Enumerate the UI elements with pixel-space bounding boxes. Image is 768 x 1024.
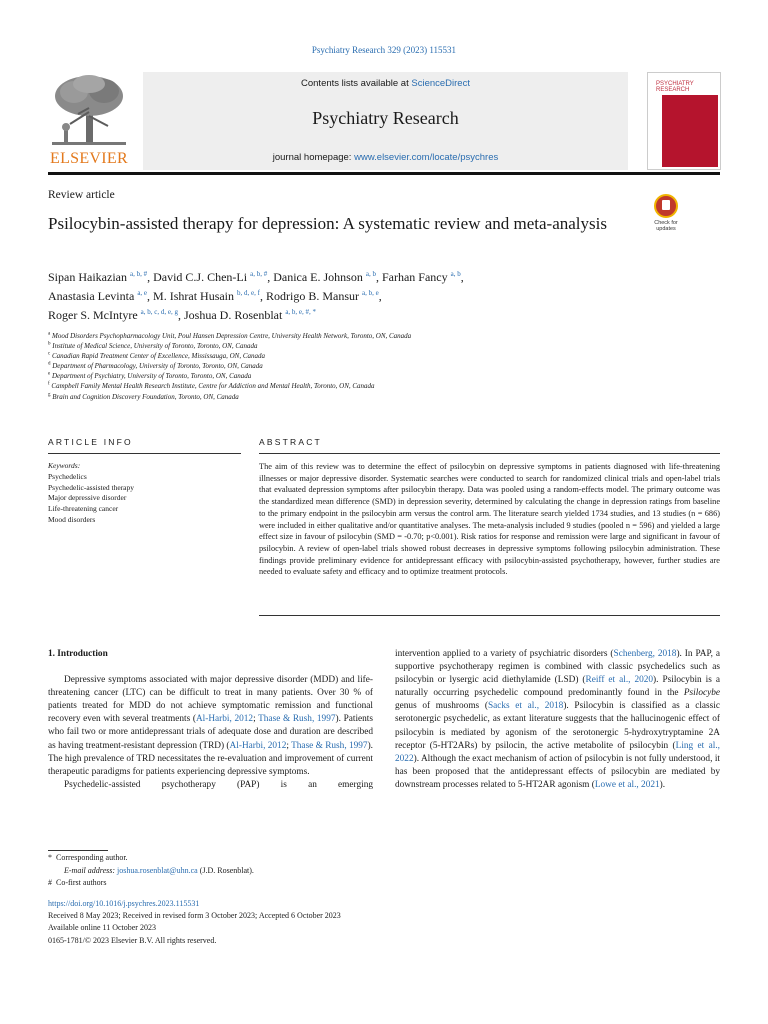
affiliation-item [48, 381, 608, 391]
affiliation-item [48, 371, 608, 381]
body-text: ; [286, 740, 292, 751]
body-text: ). Psilocybin is a naturally occurring psychedelic compound predominantly found in the [395, 675, 720, 699]
email-note [48, 865, 448, 878]
footnote-mark: # [48, 878, 52, 887]
journal-homepage-link[interactable]: www.elsevier.com/locate/psychres [354, 152, 499, 163]
section-heading-introduction: 1. Introduction [48, 649, 108, 659]
body-text: ). The high prevalence of TRD necessitates the re-evaluation and improvement of current therapeutic paradigms for patients experiencing depressive symptoms. [48, 740, 373, 777]
author-affil-marks[interactable]: a, b [365, 270, 376, 278]
affiliation-item [48, 392, 608, 402]
email-link[interactable]: joshua.rosenblat@uhn.ca [117, 865, 198, 875]
email-label: E-mail address: [64, 865, 118, 875]
citation-link[interactable]: Sacks et al., 2018 [487, 701, 564, 712]
citation-link[interactable]: Thase & Rush, 1997 [258, 714, 336, 725]
footnote-text: Co-first authors [56, 878, 107, 887]
body-column-left [48, 648, 373, 792]
author-name[interactable]: Anastasia Levinta [48, 289, 135, 303]
affiliation-key: f [48, 382, 50, 388]
affiliation-text: Department of Psychiatry, University of Toronto, Toronto, ON, Canada [51, 372, 252, 381]
journal-cover-thumbnail[interactable] [647, 72, 721, 170]
sciencedirect-link[interactable]: ScienceDirect [411, 78, 470, 89]
body-text: genus of mushrooms ( [395, 701, 488, 712]
keyword-item: Mood disorders [48, 514, 96, 524]
publication-info [48, 898, 548, 947]
doi-link[interactable]: https://doi.org/10.1016/j.psychres.2023.115531 [48, 899, 200, 908]
body-text: intervention applied to a variety of psychiatric disorders ( [395, 649, 614, 659]
author-list: Sipan Haikazian $^{a, b, \#}$, David C.J. Chen-Li $^{a, b, \#}$, Danica E. Johnson $^{a, b}$, Farhan Fancy $^{a, b}$, Anastasia Levinta $^{a, e}$, M. Ishrat Husain $^{b, d, e, f}$, Rodrigo B. Mansur $^{a, b, e}$, Roger S. McIntyre $^{a, b, c, d, e, g}$, Joshua D. Rosenblat $^{a, b, e, \#, *}$ [48, 270, 464, 322]
affiliation-text: Institute of Medical Science, University of Toronto, Toronto, ON, Canada [52, 342, 258, 351]
affiliation-text: Campbell Family Mental Health Research Institute, Centre for Addiction and Mental Health, Toronto, ON, Canada [51, 382, 375, 391]
author-name[interactable]: Roger S. McIntyre [48, 308, 138, 322]
article-info-heading: ARTICLE INFO [48, 437, 133, 447]
paper-title: Psilocybin-assisted therapy for depression: A systematic review and meta-analysis [48, 214, 607, 233]
affiliation-key: a [48, 331, 51, 337]
author-name[interactable]: David C.J. Chen-Li [153, 270, 248, 284]
author-affil-marks[interactable]: b, d, e, f [237, 289, 260, 297]
contents-prefix: Contents lists available at [301, 78, 412, 89]
body-text: ). Although the exact mechanism of action of psilocybin is not fully understood, it has been proposed that the antidepressant effects of psilocybin are mediated by downstream processes related to 5-HT2AR agonism ( [395, 753, 720, 790]
publisher-name: ELSEVIER [50, 150, 128, 167]
affiliation-key: g [48, 392, 51, 398]
body-text: ; [253, 714, 259, 725]
journal-info-panel [143, 72, 628, 170]
check-updates-label: Check for updates [654, 220, 678, 232]
affiliations [48, 331, 608, 402]
affiliation-key: d [48, 361, 51, 367]
author-affil-marks[interactable]: a, b, # [129, 270, 148, 278]
journal-reference[interactable]: Psychiatry Research 329 (2023) 115531 [311, 45, 457, 55]
available-online: Available online 11 October 2023 [48, 923, 156, 933]
abstract-text: The aim of this review was to determine the effect of psilocybin on depressive symptoms in patients diagnosed with life-threatening illnesses or major depressive disorder. Systematic searches were conducted to search for randomized clinical trials and open-label trials that evaluated depression symptoms after psilocybin therapy. Data was pooled using a random-effects model. The primary outcome was the standardized mean difference (SMD) in depression severity, determined by calculating the change in depression ratings from baseline to the primary endpoint in the psilocybin arm versus the control arm. The literature search yielded 1734 studies, and 13 studies (n = 686) were included in either qualitative and/or quantitative analyses. The meta-analysis included 9 studies (pooled n = 596) and yielded a large effect size in favour of psilocybin (SMD = -0.70; p<0.001). Risk ratios for response and remission were large and significant in favour of psilocybin. A review of open-label trials showed robust decreases in depressive symptoms following psilocybin administration. These findings provide preliminary evidence for antidepressant efficacy with psilocybin-assisted psychotherapy, however, further studies are needed to evaluate safety and efficacy and to optimize treatment protocols. [259, 462, 720, 577]
footnote-text: Corresponding author. [56, 853, 128, 862]
cover-image [662, 95, 718, 167]
keyword-item: Major depressive disorder [48, 493, 127, 503]
affiliation-key: b [48, 341, 51, 347]
elsevier-logo [48, 72, 130, 170]
affiliation-item [48, 341, 608, 351]
author-name[interactable]: Rodrigo B. Mansur [265, 289, 359, 303]
cover-title: PSYCHIATRY RESEARCH [656, 81, 694, 93]
body-text: ). In PAP, a supportive psychotherapy regimen is combined with classic psychedelics such as psilocybin or lysergic acid diethylamide (LSD) ( [395, 649, 720, 686]
check-updates-icon [654, 194, 678, 218]
elsevier-tree-icon [48, 72, 130, 150]
footnote-rule [48, 850, 108, 851]
section-rule [259, 453, 720, 454]
citation-link[interactable]: Thase & Rush, 1997 [291, 740, 368, 751]
citation-link[interactable]: Lowe et al., 2021 [594, 779, 660, 790]
header-rule [48, 172, 720, 175]
author-affil-marks[interactable]: a, b, e [361, 289, 379, 297]
body-text: ). [659, 779, 666, 790]
author-affil-marks[interactable]: a, b [450, 270, 461, 278]
affiliation-text: Brain and Cognition Discovery Foundation, Toronto, ON, Canada [52, 392, 239, 401]
check-for-updates-button[interactable] [646, 194, 686, 232]
section-rule [259, 615, 720, 616]
article-type: Review article [48, 189, 115, 201]
keyword-item: Life-threatening cancer [48, 504, 119, 514]
genus-name: Psilocybe [683, 688, 720, 699]
homepage-line [143, 152, 628, 163]
author-name[interactable]: Sipan Haikazian [48, 270, 127, 284]
author-affil-marks[interactable]: a, b, # [250, 270, 268, 278]
body-paragraph [395, 648, 720, 792]
citation-link[interactable]: Al-Harbi, 2012 [229, 740, 287, 751]
corresponding-author-note [48, 852, 448, 865]
homepage-prefix: journal homepage: [272, 152, 355, 163]
keywords-label: Keywords: [48, 461, 81, 470]
affiliation-item [48, 351, 608, 361]
affiliation-item [48, 361, 608, 371]
journal-banner [48, 72, 628, 170]
footnote-mark: * [48, 853, 52, 862]
author-name[interactable]: Joshua D. Rosenblat [183, 308, 283, 322]
co-first-note [48, 877, 448, 890]
author-name[interactable]: Farhan Fancy [381, 270, 448, 284]
copyright: 0165-1781/© 2023 Elsevier B.V. All rights reserved. [48, 935, 217, 945]
author-name[interactable]: Danica E. Johnson [273, 270, 363, 284]
footnote-text: (J.D. Rosenblat). [197, 865, 254, 875]
citation-link[interactable]: Schenberg, 2018 [613, 649, 677, 659]
citation-link[interactable]: Reiff et al., 2020 [585, 675, 654, 686]
author-affil-marks[interactable]: a, b, e, #, * [285, 308, 317, 316]
affiliation-key: e [48, 372, 51, 378]
body-paragraph [48, 674, 373, 779]
body-paragraph: Psychedelic-assisted psychotherapy (PAP) is an emerging [64, 779, 373, 790]
affiliation-key: c [48, 351, 51, 357]
citation-link[interactable]: Ling et al., 2022 [395, 740, 720, 764]
citation-link[interactable]: Al-Harbi, 2012 [195, 714, 254, 725]
journal-title: Psychiatry Research [312, 108, 459, 128]
abstract-heading: ABSTRACT [259, 437, 322, 447]
keyword-item: Psychedelics [48, 471, 87, 481]
author-name[interactable]: M. Ishrat Husain [153, 289, 235, 303]
body-text: ). Patients who fail two or more antidepressant trials of adequate dose and duration are described as having treatment-resistant depression (TRD) ( [48, 714, 374, 751]
author-affil-marks[interactable]: a, e [137, 289, 148, 297]
section-rule [48, 453, 241, 454]
affiliation-item [48, 331, 608, 341]
keyword-item: Psychedelic-assisted therapy [48, 482, 135, 492]
affiliation-text: Department of Pharmacology, University of Toronto, Toronto, ON, Canada [52, 362, 263, 371]
contents-line [143, 78, 628, 89]
body-column-right [395, 648, 720, 792]
received-dates: Received 8 May 2023; Received in revised form 3 October 2023; Accepted 6 October 2023 [48, 911, 341, 921]
footnotes [48, 852, 448, 890]
body-text: Depressive symptoms associated with major depressive disorder (MDD) and life-threatening cancer (LTC) can be difficult to treat in many patients. Over 30 % of patients treated for MDD do not achieve symptomatic remission and functional recovery even with several treatments ( [48, 675, 373, 725]
keywords-block [48, 461, 248, 526]
author-affil-marks[interactable]: a, b, c, d, e, g [140, 308, 178, 316]
affiliation-text: Canadian Rapid Treatment Center of Excellence, Mississauga, ON, Canada [51, 352, 266, 361]
body-text: ). Psilocybin is classified as a classic serotonergic psychedelic, as extant literature suggests that the hallucinogenic effect of psilocybin is mediated by agonism of the serotonergic 5-hydroxytryptamine 2A receptor (5-HT2ARs) by psilocin, the active metabolite of psilocybin ( [395, 701, 720, 751]
affiliation-text: Mood Disorders Psychopharmacology Unit, Poul Hansen Depression Centre, University Health Network, Toronto, ON, Canada [51, 332, 412, 340]
